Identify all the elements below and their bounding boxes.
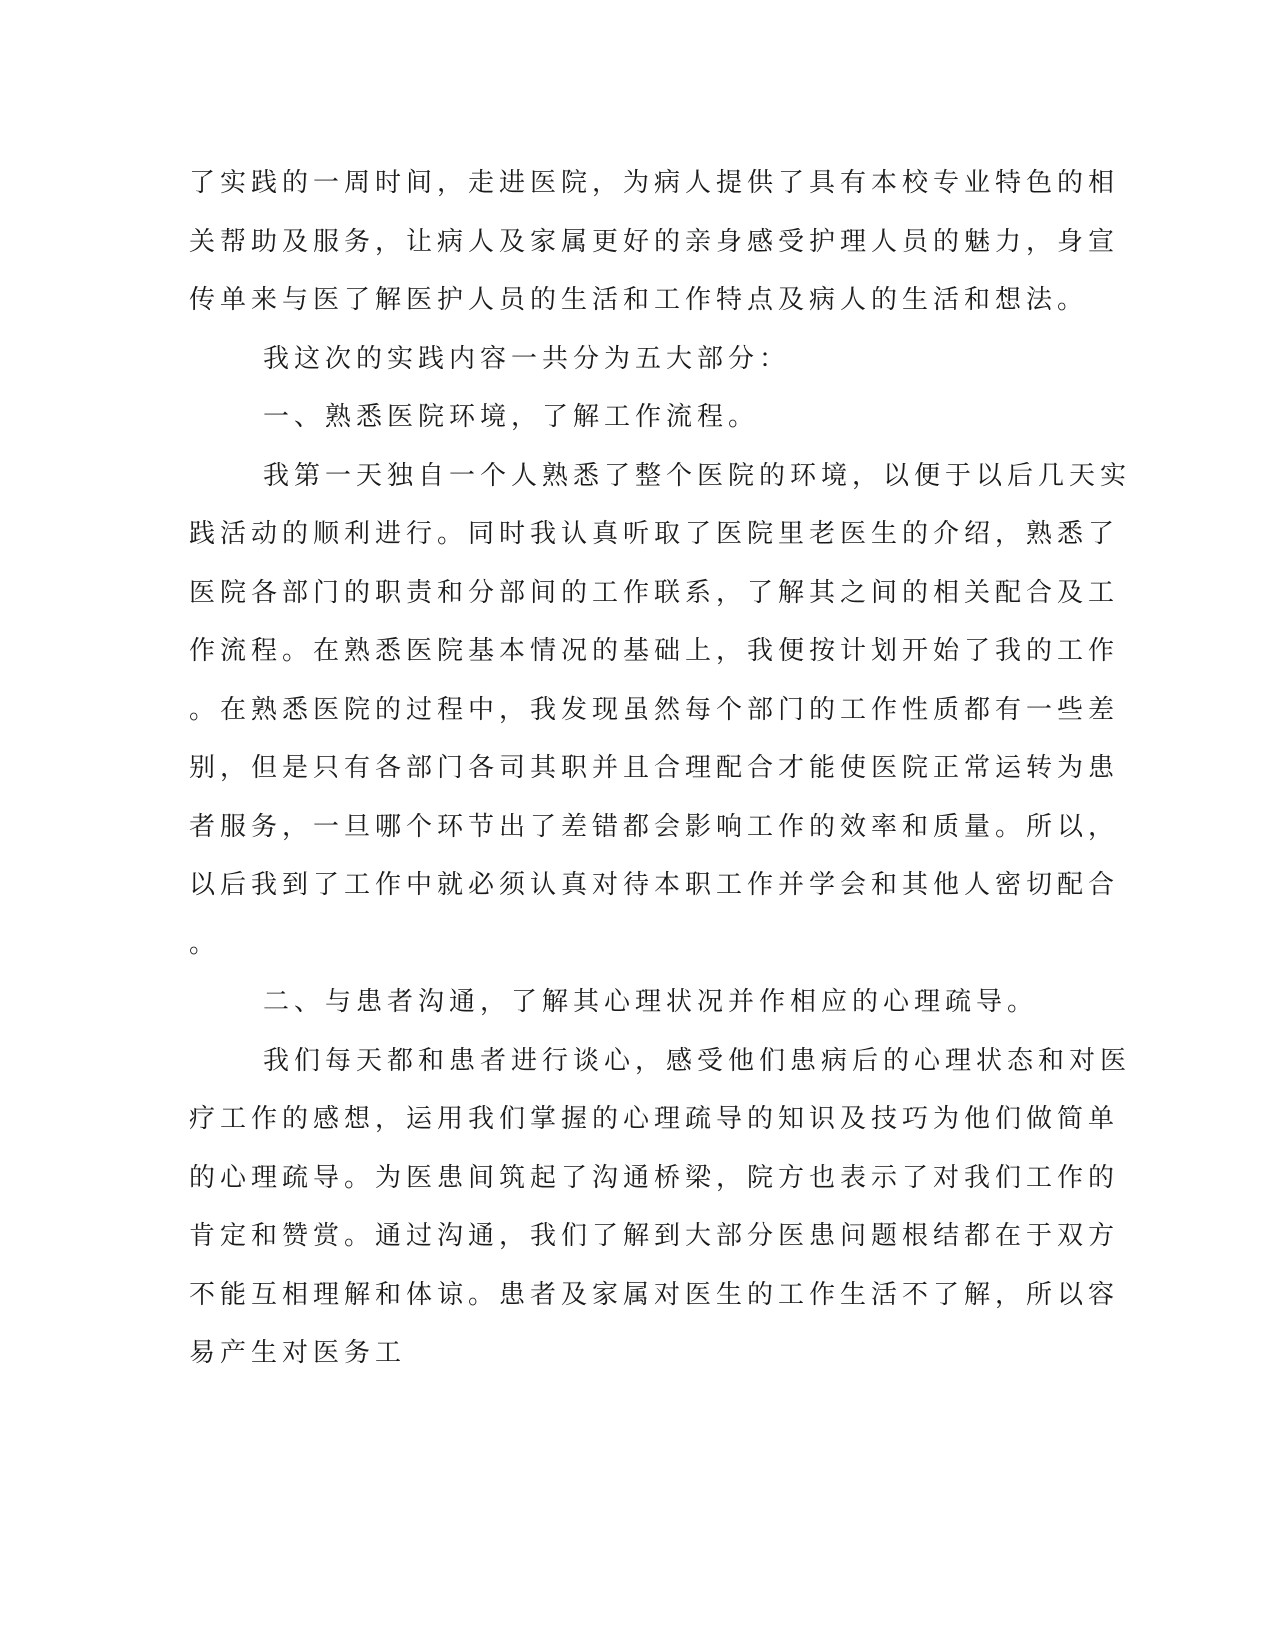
text-line: 关帮助及服务，让病人及家属更好的亲身感受护理人员的魅力，身宣 [189,227,1120,257]
text-line: 作流程。在熟悉医院基本情况的基础上，我便按计划开始了我的工作 [189,636,1120,666]
text-line: 了实践的一周时间，走进医院，为病人提供了具有本校专业特色的相 [189,168,1120,198]
text-line: 的心理疏导。为医患间筑起了沟通桥梁，院方也表示了对我们工作的 [189,1163,1120,1193]
text-line: 不能互相理解和体谅。患者及家属对医生的工作生活不了解，所以容 [189,1280,1120,1310]
text-line: 我第一天独自一个人熟悉了整个医院的环境，以便于以后几天实 [263,461,1132,491]
text-line: 者服务，一旦哪个环节出了差错都会影响工作的效率和质量。所以， [189,812,1120,842]
text-line: 践活动的顺利进行。同时我认真听取了医院里老医生的介绍，熟悉了 [189,519,1120,549]
text-line: 我们每天都和患者进行谈心，感受他们患病后的心理状态和对医 [263,1046,1132,1076]
text-line: 易产生对医务工 [189,1338,407,1368]
text-line: 以后我到了工作中就必须认真对待本职工作并学会和其他人密切配合 [189,870,1120,900]
text-line: 传单来与医了解医护人员的生活和工作特点及病人的生活和想法。 [189,285,1089,315]
text-line: 。 [189,929,221,959]
text-line: 别，但是只有各部门各司其职并且合理配合才能使医院正常运转为患 [189,753,1120,783]
text-line: 我这次的实践内容一共分为五大部分： [263,344,791,374]
text-line: 疗工作的感想，运用我们掌握的心理疏导的知识及技巧为他们做简单 [189,1104,1120,1134]
section-heading: 二、与患者沟通，了解其心理状况并作相应的心理疏导。 [263,987,1039,1017]
text-line: 医院各部门的职责和分部间的工作联系，了解其之间的相关配合及工 [189,578,1120,608]
section-heading: 一、熟悉医院环境，了解工作流程。 [263,402,760,432]
text-line: 。在熟悉医院的过程中，我发现虽然每个部门的工作性质都有一些差 [189,695,1120,725]
text-line: 肯定和赞赏。通过沟通，我们了解到大部分医患问题根结都在于双方 [189,1221,1120,1251]
